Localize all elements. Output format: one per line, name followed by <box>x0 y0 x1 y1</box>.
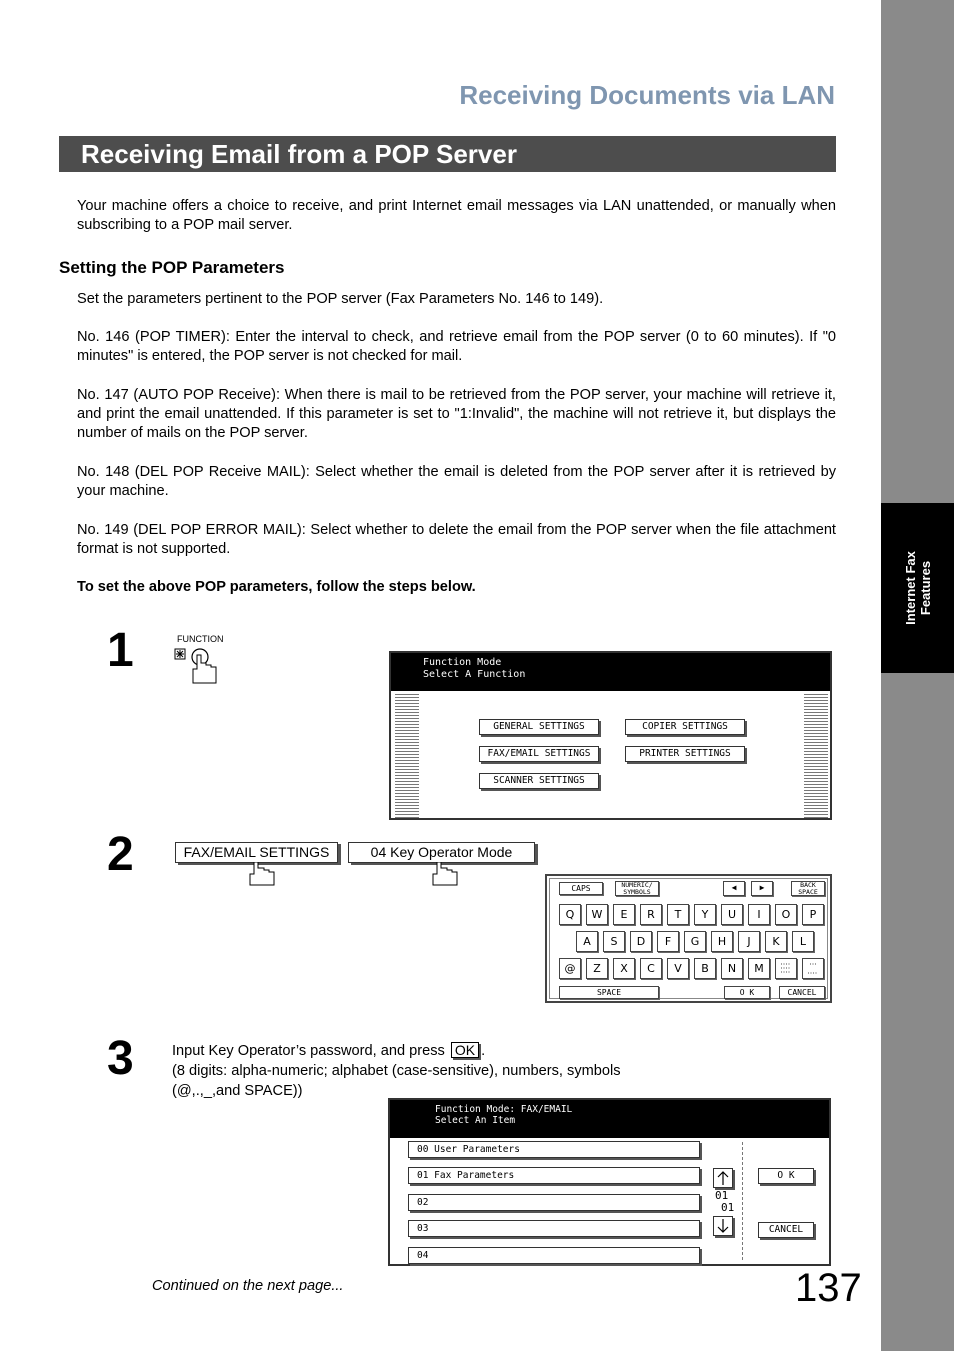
item-row-user-parameters[interactable]: 00 User Parameters <box>408 1141 700 1158</box>
arrow-down-icon <box>714 1217 732 1235</box>
key-at[interactable]: @ <box>559 958 581 979</box>
subheading: Setting the POP Parameters <box>59 258 285 277</box>
step3-note-line1: (8 digits: alpha-numeric; alphabet (case-sensitive), numbers, symbols <box>172 1063 621 1079</box>
key-n[interactable]: N <box>721 958 743 979</box>
function-key-press-icon <box>173 645 221 685</box>
backspace-line2: SPACE <box>798 888 818 896</box>
function-mode-screen <box>389 651 832 820</box>
page-indicator-bottom: 01 <box>721 1201 735 1214</box>
page-indicator-top: 01 <box>715 1189 729 1202</box>
keyboard-cancel-button[interactable]: CANCEL <box>779 986 825 999</box>
item-row-02[interactable]: 02 <box>408 1194 700 1211</box>
press-hand-icon <box>431 862 459 886</box>
key-u[interactable]: U <box>721 904 743 925</box>
cursor-right-key[interactable]: ▶ <box>751 881 773 896</box>
key-j[interactable]: J <box>738 931 760 952</box>
paragraph-148: No. 148 (DEL POP Receive MAIL): Select whether the email is deleted from the POP server after it is retrieved by your machine. <box>77 464 836 499</box>
arrow-up-icon <box>714 1169 732 1187</box>
printer-settings-button[interactable]: PRINTER SETTINGS <box>625 746 745 762</box>
backspace-line1: BACK <box>800 881 816 889</box>
key-s[interactable]: S <box>603 931 625 952</box>
step-number-2: 2 <box>107 828 134 881</box>
key-m[interactable]: M <box>748 958 770 979</box>
page-title: Receiving Email from a POP Server <box>81 139 517 169</box>
keyboard-ok-button[interactable]: O K <box>724 986 770 999</box>
continued-note: Continued on the next page... <box>152 1278 344 1294</box>
fax-email-settings-key[interactable]: FAX/EMAIL SETTINGS <box>175 842 338 863</box>
space-key[interactable]: SPACE <box>559 986 659 999</box>
step3-text-after: . <box>481 1043 486 1059</box>
screen1-line2: Select A Function <box>423 669 526 680</box>
key-e[interactable]: E <box>613 904 635 925</box>
screen1-left-pattern <box>395 693 419 818</box>
numeric-symbols-line1: NUMERIC/ <box>621 881 653 889</box>
screen3-line1: Function Mode: FAX/EMAIL <box>435 1104 573 1115</box>
key-c[interactable]: C <box>640 958 662 979</box>
item-row-04[interactable]: 04 <box>408 1247 700 1264</box>
chapter-tab <box>881 503 954 673</box>
step3-note-line2: (@,.,_,and SPACE)) <box>172 1083 303 1099</box>
key-o[interactable]: O <box>775 904 797 925</box>
numeric-symbols-line2: SYMBOLS <box>623 888 651 896</box>
screen-cancel-button[interactable]: CANCEL <box>758 1222 814 1238</box>
key-p[interactable]: P <box>802 904 824 925</box>
key-k[interactable]: K <box>765 931 787 952</box>
key-b[interactable]: B <box>694 958 716 979</box>
paragraph-147: No. 147 (AUTO POP Receive): When there is mail to be retrieved from the POP server, your machine will retrieve it, and print the email unattended. If this parameter is set to "1:Invalid", the machine will not retrieve it, but displays the number of mails on the POP server. <box>77 387 836 441</box>
fax-email-item-screen <box>388 1098 831 1266</box>
side-margin-bar <box>881 0 954 1351</box>
key-q[interactable]: Q <box>559 904 581 925</box>
ok-key[interactable]: OK <box>451 1042 479 1058</box>
numeric-symbols-key[interactable] <box>615 881 659 896</box>
press-hand-icon <box>248 862 276 886</box>
fax-email-settings-button[interactable]: FAX/EMAIL SETTINGS <box>479 746 599 762</box>
key-t[interactable]: T <box>667 904 689 925</box>
key-underscore-icon[interactable] <box>802 958 824 979</box>
keyboard-screen <box>545 874 832 1003</box>
key-dot-icon[interactable] <box>775 958 797 979</box>
key-w[interactable]: W <box>586 904 608 925</box>
key-d[interactable]: D <box>630 931 652 952</box>
cursor-left-key[interactable]: ◀ <box>723 881 745 896</box>
step3-text-before: Input Key Operator’s password, and press <box>172 1043 445 1059</box>
key-g[interactable]: G <box>684 931 706 952</box>
copier-settings-button[interactable]: COPIER SETTINGS <box>625 719 745 735</box>
screen-ok-button[interactable]: O K <box>758 1168 814 1184</box>
section-title: Receiving Documents via LAN <box>459 80 835 110</box>
paragraph-146: No. 146 (POP TIMER): Enter the interval to check, and retrieve email from the POP server (0 to 60 minutes). If "0 minutes" is entered, the POP server is not checked for mail. <box>77 329 836 364</box>
intro-paragraph: Your machine offers a choice to receive, and print Internet email messages via LAN unattended, or manually when subscribing to a POP mail server. <box>77 198 836 233</box>
scroll-down-button[interactable] <box>713 1216 733 1236</box>
step-number-1: 1 <box>107 624 134 677</box>
key-x[interactable]: X <box>613 958 635 979</box>
key-a[interactable]: A <box>576 931 598 952</box>
chapter-tab-line2: Features <box>917 560 933 616</box>
page-indicator <box>715 1190 734 1214</box>
key-operator-mode-key[interactable]: 04 Key Operator Mode <box>348 842 535 863</box>
scanner-settings-button[interactable]: SCANNER SETTINGS <box>479 773 599 789</box>
title-bar <box>59 136 836 172</box>
screen3-line2: Select An Item <box>435 1115 516 1126</box>
item-row-fax-parameters[interactable]: 01 Fax Parameters <box>408 1167 700 1184</box>
screen1-line1: Function Mode <box>423 657 502 668</box>
key-y[interactable]: Y <box>694 904 716 925</box>
screen3-divider <box>742 1142 743 1260</box>
key-f[interactable]: F <box>657 931 679 952</box>
scroll-up-button[interactable] <box>713 1168 733 1188</box>
key-r[interactable]: R <box>640 904 662 925</box>
key-z[interactable]: Z <box>586 958 608 979</box>
backspace-key[interactable] <box>791 881 825 896</box>
function-key-label: FUNCTION <box>177 634 224 644</box>
key-l[interactable]: L <box>792 931 814 952</box>
step3-instructions <box>172 1041 712 1101</box>
caps-key[interactable]: CAPS <box>559 882 603 895</box>
chapter-tab-line1: Internet Fax <box>902 551 918 625</box>
page-number: 137 <box>795 1266 862 1310</box>
paragraph-1: Set the parameters pertinent to the POP server (Fax Parameters No. 146 to 149). <box>77 291 604 307</box>
paragraph-149: No. 149 (DEL POP ERROR MAIL): Select whether to delete the email from the POP server when the file attachment format is not supported. <box>77 522 836 557</box>
key-v[interactable]: V <box>667 958 689 979</box>
step-number-3: 3 <box>107 1032 134 1085</box>
key-h[interactable]: H <box>711 931 733 952</box>
item-row-03[interactable]: 03 <box>408 1220 700 1237</box>
steps-intro: To set the above POP parameters, follow the steps below. <box>77 579 476 595</box>
key-i[interactable]: I <box>748 904 770 925</box>
general-settings-button[interactable]: GENERAL SETTINGS <box>479 719 599 735</box>
screen1-right-pattern <box>804 693 828 818</box>
